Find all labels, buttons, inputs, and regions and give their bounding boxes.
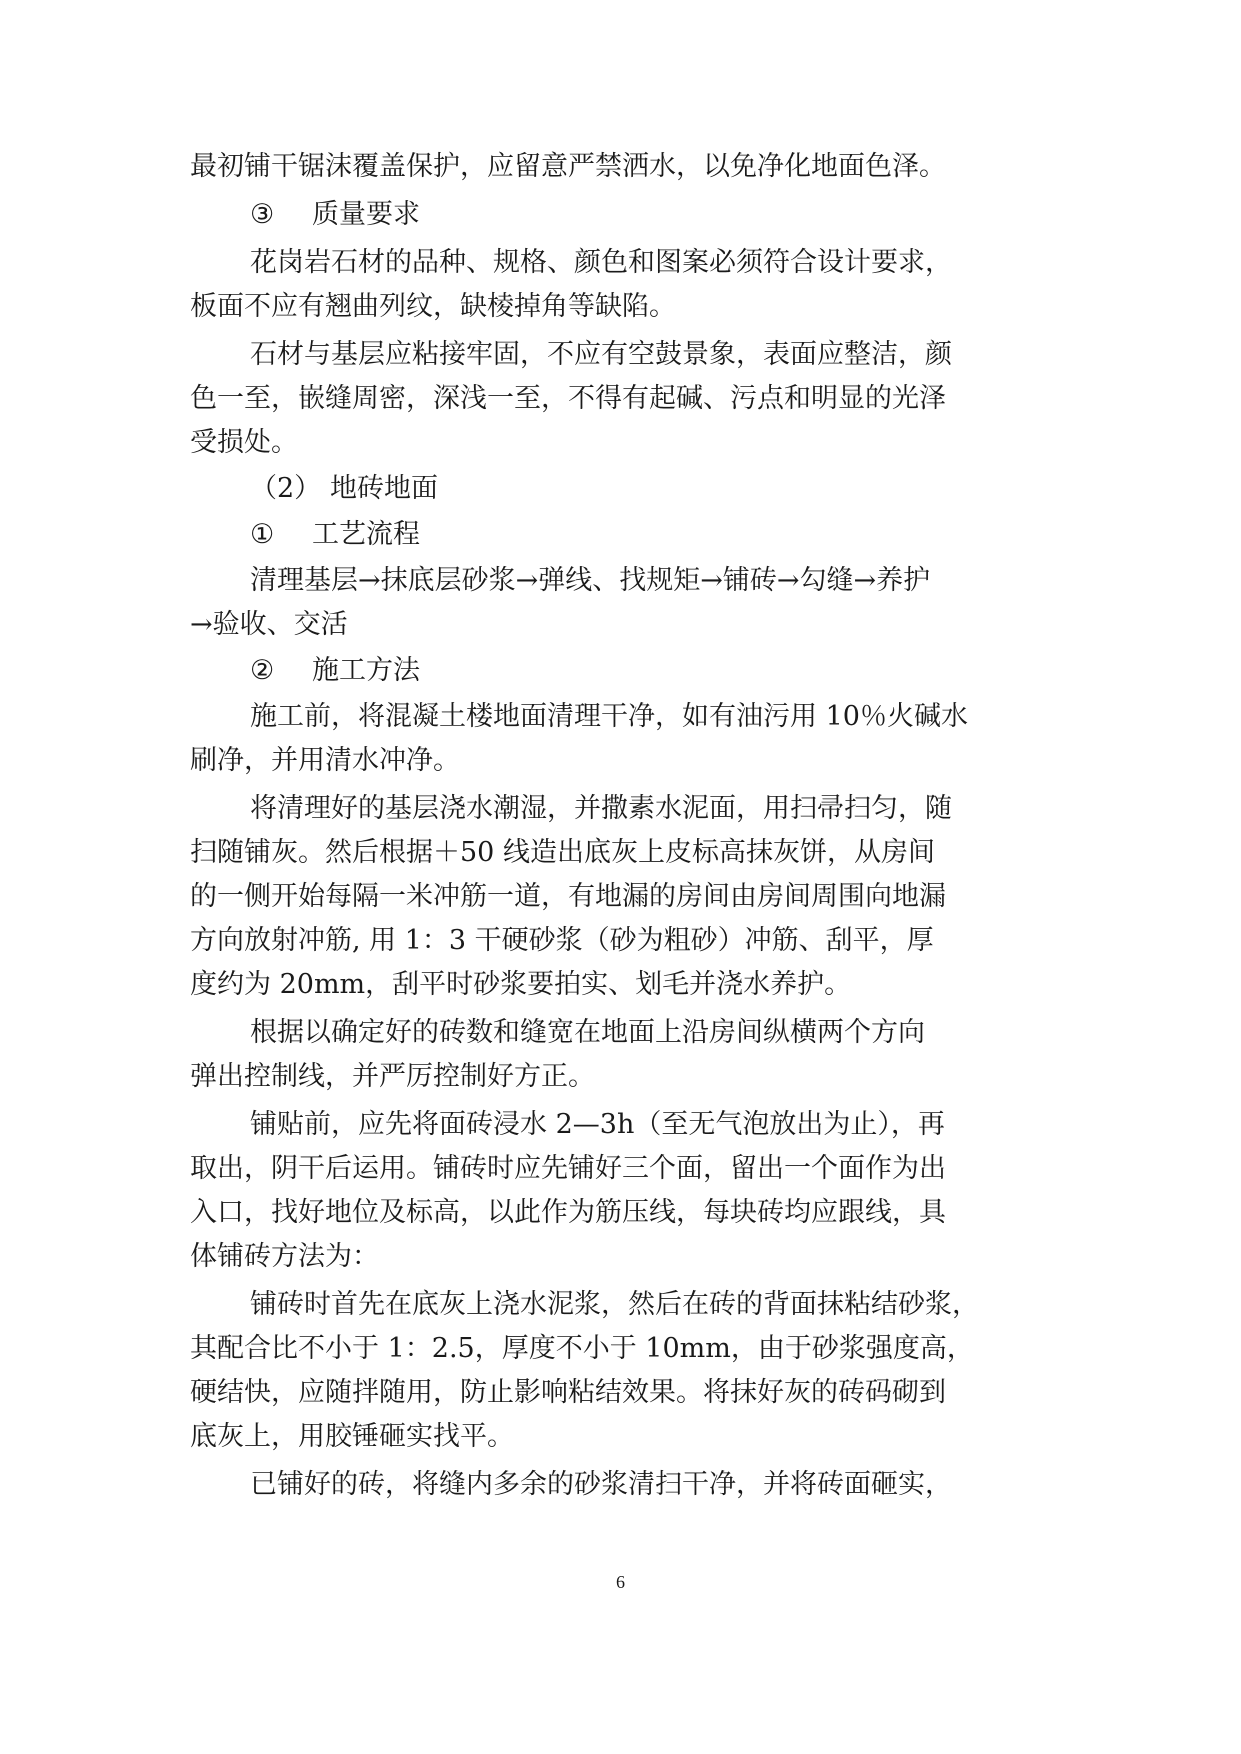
heading-marker: （2） (250, 473, 322, 504)
paragraph-line: 色一至，嵌缝周密，深浅一至，不得有起碱、污点和明显的光泽 (190, 383, 946, 414)
heading-text: 施工方法 (312, 655, 420, 686)
paragraph-line: →验收、交活 (190, 609, 348, 640)
heading-marker: ② (250, 655, 275, 686)
paragraph-line: 石材与基层应粘接牢固，不应有空鼓景象，表面应整洁，颜 (250, 339, 952, 370)
paragraph-line: 花岗岩石材的品种、规格、颜色和图案必须符合设计要求， (250, 247, 952, 278)
paragraph-line: 施工前，将混凝土楼地面清理干净，如有油污用 10％火碱水 (250, 701, 968, 732)
paragraph-line: 取出，阴干后运用。铺砖时应先铺好三个面，留出一个面作为出 (190, 1153, 946, 1184)
paragraph-line: 入口，找好地位及标高，以此作为筋压线，每块砖均应跟线，具 (190, 1197, 946, 1228)
paragraph-line: 其配合比不小于 1：2.5，厚度不小于 10mm，由于砂浆强度高， (190, 1333, 974, 1364)
section-heading-floor-tile (250, 472, 438, 506)
paragraph-line: 清理基层→抹底层砂浆→弹线、找规矩→铺砖→勾缝→养护 (250, 565, 931, 596)
section-heading-quality (250, 198, 420, 232)
heading-marker: ③ (250, 199, 275, 230)
paragraph-line: 的一侧开始每隔一米冲筋一道，有地漏的房间由房间周围向地漏 (190, 881, 946, 912)
heading-text: 质量要求 (312, 199, 420, 230)
paragraph-line: 方向放射冲筋, 用 1：3 干硬砂浆（砂为粗砂）冲筋、刮平，厚 (190, 925, 934, 956)
section-heading-process (250, 518, 420, 552)
paragraph-line: 刷净，并用清水冲净。 (190, 745, 460, 776)
paragraph-line: 最初铺干锯沫覆盖保护，应留意严禁洒水，以免净化地面色泽。 (190, 151, 946, 182)
paragraph-line: 已铺好的砖，将缝内多余的砂浆清扫干净，并将砖面砸实， (250, 1469, 952, 1500)
paragraph-line: 板面不应有翘曲列纹，缺棱掉角等缺陷。 (190, 291, 676, 322)
paragraph-line: 根据以确定好的砖数和缝宽在地面上沿房间纵横两个方向 (250, 1017, 925, 1048)
paragraph-line: 硬结快，应随拌随用，防止影响粘结效果。将抹好灰的砖码砌到 (190, 1377, 946, 1408)
paragraph-line: 底灰上，用胶锤砸实找平。 (190, 1421, 514, 1452)
paragraph-line: 体铺砖方法为： (190, 1241, 379, 1272)
heading-text: 地砖地面 (330, 473, 438, 504)
page-number: 6 (616, 1572, 625, 1592)
paragraph-line: 铺贴前，应先将面砖浸水 2—3h（至无气泡放出为止），再 (250, 1109, 945, 1140)
paragraph-line: 度约为 20mm，刮平时砂浆要拍实、划毛并浇水养护。 (190, 969, 852, 1000)
paragraph-line: 受损处。 (190, 427, 298, 458)
paragraph-line: 弹出控制线，并严厉控制好方正。 (190, 1061, 595, 1092)
heading-text: 工艺流程 (312, 519, 420, 550)
section-heading-method (250, 654, 420, 688)
paragraph-line: 将清理好的基层浇水潮湿，并撒素水泥面，用扫帚扫匀，随 (250, 793, 952, 824)
paragraph-line: 铺砖时首先在底灰上浇水泥浆，然后在砖的背面抹粘结砂浆， (250, 1289, 979, 1320)
paragraph-line: 扫随铺灰。然后根据＋50 线造出底灰上皮标高抹灰饼，从房间 (190, 837, 935, 868)
heading-marker: ① (250, 519, 275, 550)
